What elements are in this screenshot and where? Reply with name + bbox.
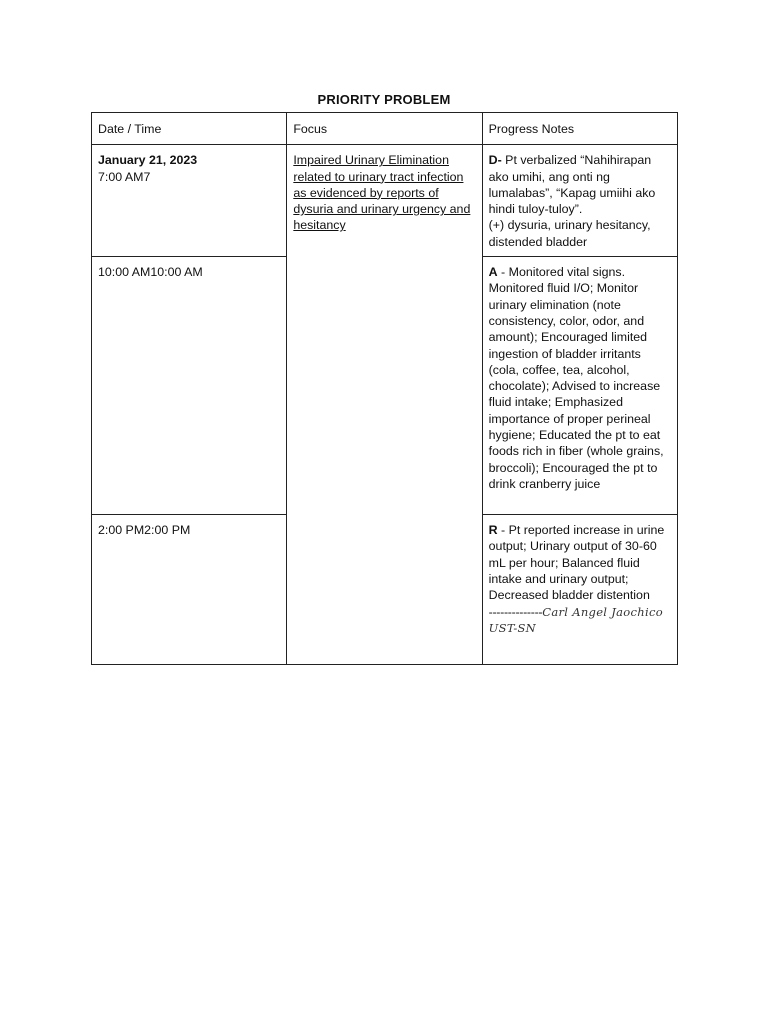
focus-cell: [287, 145, 482, 665]
header-focus: Focus: [287, 113, 482, 145]
note-label-d: D-: [488, 153, 502, 168]
header-date-time: Date / Time: [92, 113, 287, 145]
entry-time: 7:00 AM7: [98, 169, 151, 184]
note-label-a: A: [488, 265, 498, 280]
signature-dashes: --------------: [488, 604, 543, 619]
document-title: PRIORITY PROBLEM: [317, 92, 451, 107]
entry-time: 2:00 PM2:00 PM: [98, 523, 191, 538]
note-label-r: R: [488, 523, 498, 538]
header-progress-notes: Progress Notes: [482, 113, 677, 145]
note-extra-d: (+) dysuria, urinary hesitancy, distended bladder: [488, 218, 651, 249]
date-time-cell: [92, 145, 287, 257]
signature-line: [489, 604, 671, 637]
progress-note-data: [482, 145, 677, 257]
progress-note-action: [482, 257, 677, 515]
note-text-d: Pt verbalized “Nahihirapan ako umihi, ang onti ng lumalabas”, “Kapag umiihi ako hindi tuloy-tuloy”.: [488, 153, 656, 217]
progress-note-response: [482, 515, 677, 665]
signature-name: Carl Angel Jaochico UST-SN: [488, 604, 663, 635]
note-text-r: - Pt reported increase in urine output; Urinary output of 30-60 mL per hour; Balanced fluid intake and urinary output; Decreased bladder distention: [488, 523, 665, 603]
note-text-a: - Monitored vital signs. Monitored fluid I/O; Monitor urinary elimination (note consistency, color, odor, and amount); Encouraged limited ingestion of bladder irritants (cola, coffee, tea, alcohol, chocolate); Advised to increase fluid intake; Emphasized importance of proper perineal hygiene; Educated the pt to eat foods rich in fiber (whole grains, broccoli); Encouraged the pt to drink cranberry juice: [488, 265, 664, 491]
table-header-row: [92, 113, 678, 145]
priority-problem-table: [91, 112, 678, 665]
date-time-cell: [92, 257, 287, 515]
entry-date: January 21, 2023: [98, 153, 198, 168]
date-time-cell: [92, 515, 287, 665]
table-row-data: [92, 145, 678, 257]
focus-statement: Impaired Urinary Elimination related to urinary tract infection as evidenced by reports of dysuria and urinary urgency and hesitancy: [293, 153, 471, 233]
entry-time: 10:00 AM10:00 AM: [98, 265, 203, 280]
